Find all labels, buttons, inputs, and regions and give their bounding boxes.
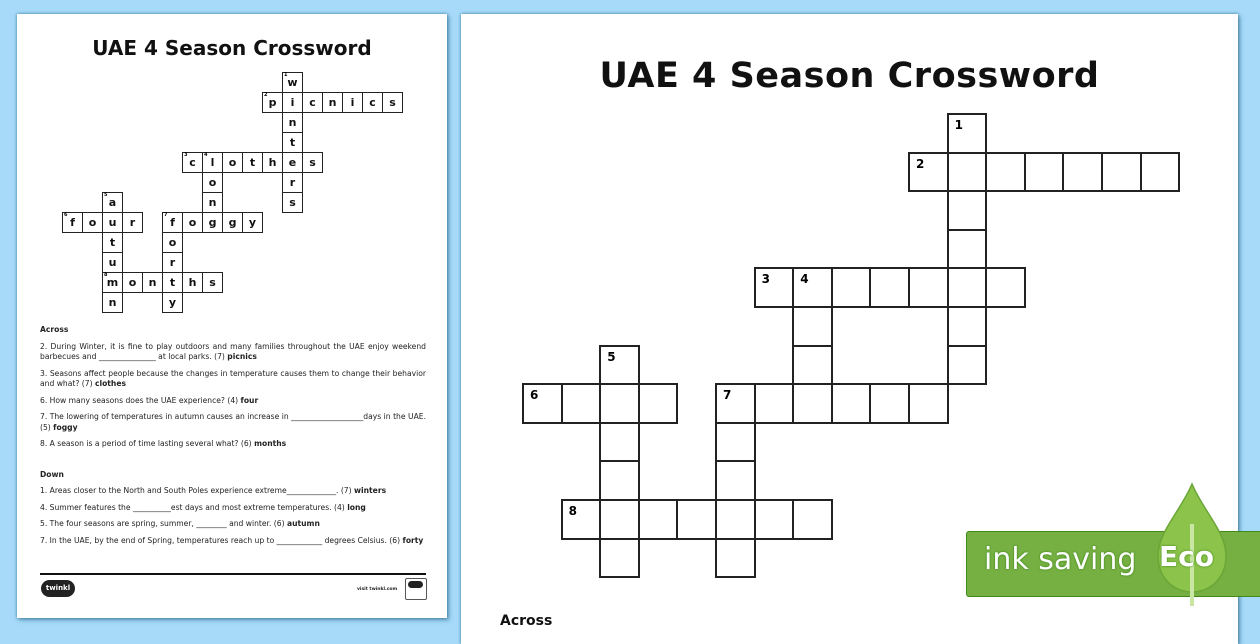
clue-answer: forty	[402, 535, 424, 545]
clue-number: 6	[530, 388, 539, 403]
crossword-cell	[202, 272, 223, 293]
clue-number: 6	[64, 212, 68, 218]
crossword-cell	[122, 272, 143, 293]
clue-answer: winters	[354, 486, 387, 495]
across-heading: Across	[40, 325, 69, 334]
crossword-cell	[262, 92, 283, 113]
crossword-cell[interactable]	[599, 460, 640, 501]
page-title: UAE 4 Season Crossword	[599, 56, 1100, 96]
clue-text: 2. During Winter, it is fine to play outdoors and many families throughout the UAE enjoy weekend barbecues and _______________ at local parks. (7)	[40, 341, 426, 361]
clue-number: 7	[164, 212, 168, 218]
page-title: UAE 4 Season Crossword	[92, 36, 372, 60]
clue	[40, 412, 426, 433]
crossword-cell[interactable]	[715, 499, 756, 540]
crossword-cell[interactable]	[1140, 152, 1181, 193]
crossword-cell[interactable]	[1062, 152, 1103, 193]
cell-letter: a	[108, 196, 117, 209]
crossword-cell[interactable]	[947, 345, 988, 386]
crossword-cell[interactable]	[715, 422, 756, 463]
crossword-cell[interactable]	[599, 383, 640, 424]
cell-letter: s	[389, 96, 396, 109]
cell-letter: o	[228, 156, 237, 169]
clue-number: 7	[723, 388, 732, 403]
cell-letter: r	[169, 256, 176, 269]
clue-number: 1	[284, 72, 288, 78]
cell-letter: t	[169, 276, 176, 289]
cell-letter: r	[289, 176, 296, 189]
cell-letter: t	[109, 236, 116, 249]
clue-text: 6. How many seasons does the UAE experience? (4)	[40, 395, 241, 405]
crossword-cell	[202, 192, 223, 213]
clue-number: 5	[104, 192, 108, 198]
cell-letter: i	[290, 96, 295, 109]
crossword-cell[interactable]	[715, 383, 756, 424]
clue	[40, 396, 426, 407]
crossword-cell	[162, 272, 183, 293]
crossword-cell[interactable]	[561, 499, 602, 540]
crossword-cell[interactable]	[1024, 152, 1065, 193]
crossword-cell[interactable]	[676, 499, 717, 540]
cell-letter: w	[287, 76, 298, 89]
cell-letter: h	[188, 276, 197, 289]
crossword-cell	[142, 272, 163, 293]
cell-letter: g	[208, 216, 217, 229]
crossword-cell[interactable]	[599, 499, 640, 540]
crossword-cell	[322, 92, 343, 113]
crossword-cell[interactable]	[869, 383, 910, 424]
clue-list	[40, 325, 426, 552]
clue	[40, 503, 426, 514]
crossword-cell[interactable]	[869, 267, 910, 308]
crossword-cell[interactable]	[792, 267, 833, 308]
crossword-cell[interactable]	[947, 190, 988, 231]
crossword-cell	[102, 212, 123, 233]
crossword-cell[interactable]	[599, 538, 640, 579]
crossword-cell[interactable]	[1101, 152, 1142, 193]
cell-letter: n	[288, 116, 297, 129]
clue-text: 7. The lowering of temperatures in autumn causes an increase in ___________________days in the UAE. (5)	[40, 412, 426, 432]
clue-number: 4	[204, 152, 208, 158]
clue-number: 8	[104, 272, 108, 278]
crossword-cell[interactable]	[599, 422, 640, 463]
crossword-cell[interactable]	[908, 152, 949, 193]
cell-letter: n	[108, 296, 117, 309]
crossword-cell[interactable]	[831, 267, 872, 308]
crossword-cell	[102, 192, 123, 213]
crossword-cell	[162, 232, 183, 253]
cell-letter: y	[248, 216, 257, 229]
twinkl-logo: twinkl	[41, 580, 75, 597]
cell-letter: f	[70, 216, 75, 229]
clue-answer: long	[347, 502, 366, 512]
cell-letter: t	[289, 136, 296, 149]
crossword-cell	[82, 212, 103, 233]
visit-link[interactable]: visit twinkl.com	[357, 587, 398, 592]
crossword-cell	[282, 112, 303, 133]
crossword-cell[interactable]	[985, 267, 1026, 308]
cell-letter: o	[128, 276, 137, 289]
crossword-cell	[102, 272, 123, 293]
crossword-cell[interactable]	[754, 383, 795, 424]
crossword-cell	[202, 212, 223, 233]
ink-saving-label: ink saving	[984, 542, 1137, 577]
cell-letter: y	[168, 296, 177, 309]
crossword-cell[interactable]	[715, 460, 756, 501]
crossword-cell	[242, 212, 263, 233]
crossword-cell	[282, 132, 303, 153]
clue-text: 3. Seasons affect people because the changes in temperature causes them to change their behavior and what? (7)	[40, 368, 426, 388]
clue-answer: clothes	[94, 379, 127, 388]
crossword-cell	[262, 152, 283, 173]
cell-letter: o	[88, 216, 97, 229]
clue-answer: four	[240, 395, 259, 405]
crossword-cell[interactable]	[908, 383, 949, 424]
cell-letter: n	[328, 96, 337, 109]
cell-letter: s	[309, 156, 316, 169]
clue-text: 7. In the UAE, by the end of Spring, temperatures reach up to ____________ degrees Celsius. (6)	[40, 535, 403, 545]
crossword-cell[interactable]	[792, 306, 833, 347]
clue	[40, 486, 426, 497]
clue-text: 8. A season is a period of time lasting several what? (6)	[40, 439, 255, 448]
clue-number: 4	[800, 272, 809, 287]
crossword-cell	[182, 272, 203, 293]
crossword-cell	[342, 92, 363, 113]
crossword-cell[interactable]	[638, 499, 679, 540]
cell-letter: n	[148, 276, 157, 289]
crossword-cell	[162, 292, 183, 313]
clue-number: 2	[916, 156, 925, 171]
crossword-cell[interactable]	[561, 383, 602, 424]
clue-answer: foggy	[53, 422, 78, 432]
clue-number: 5	[607, 349, 616, 364]
crossword-cell[interactable]	[599, 345, 640, 386]
crossword-cell	[362, 92, 383, 113]
crossword-cell[interactable]	[908, 267, 949, 308]
cell-letter: c	[189, 156, 196, 169]
crossword-cell[interactable]	[947, 152, 988, 193]
crossword-cell[interactable]	[947, 306, 988, 347]
clue-text: 4. Summer features the __________est days and most extreme temperatures. (4)	[40, 502, 348, 512]
crossword-cell[interactable]	[792, 383, 833, 424]
crossword-cell	[182, 152, 203, 173]
clue	[40, 519, 426, 530]
clue-text: 1. Areas closer to the North and South Poles experience extreme_____________. (7)	[40, 486, 355, 495]
answer-sheet-page	[17, 14, 447, 618]
crossword-cell[interactable]	[831, 383, 872, 424]
crossword-cell	[102, 232, 123, 253]
crossword-cell	[282, 192, 303, 213]
across-heading: Across	[500, 613, 553, 629]
cell-letter: n	[208, 196, 217, 209]
crossword-cell	[102, 252, 123, 273]
crossword-cell[interactable]	[947, 229, 988, 270]
crossword-cell[interactable]	[792, 499, 833, 540]
crossword-cell	[62, 212, 83, 233]
eco-label: Eco	[1159, 540, 1214, 573]
cell-letter: f	[170, 216, 175, 229]
cell-letter: e	[288, 156, 297, 169]
cell-letter: g	[228, 216, 237, 229]
cell-letter: p	[268, 96, 277, 109]
quality-badge-icon	[405, 578, 427, 600]
clue	[40, 369, 426, 390]
clue-text: 5. The four seasons are spring, summer, ________ and winter. (6)	[40, 519, 287, 528]
clue-answer: months	[254, 439, 287, 448]
cell-letter: u	[108, 256, 117, 269]
crossword-cell	[182, 212, 203, 233]
crossword-cell	[202, 152, 223, 173]
crossword-cell	[382, 92, 403, 113]
clue-number: 3	[184, 152, 188, 158]
crossword-cell[interactable]	[522, 383, 563, 424]
cell-letter: c	[309, 96, 316, 109]
crossword-cell	[162, 212, 183, 233]
clue-number: 8	[568, 504, 577, 518]
crossword-cell[interactable]	[754, 267, 795, 308]
crossword-cell[interactable]	[985, 152, 1026, 193]
crossword-cell	[302, 152, 323, 173]
clue-number: 3	[761, 272, 770, 287]
cell-letter: u	[108, 216, 117, 229]
crossword-cell[interactable]	[638, 383, 679, 424]
cell-letter: c	[369, 96, 376, 109]
crossword-cell	[162, 252, 183, 273]
footer-divider	[40, 573, 426, 575]
crossword-cell[interactable]	[947, 267, 988, 308]
crossword-cell	[282, 92, 303, 113]
clue	[40, 536, 426, 547]
crossword-cell	[282, 72, 303, 93]
clue	[40, 439, 426, 450]
crossword-cell[interactable]	[947, 113, 988, 154]
cell-letter: m	[106, 276, 119, 289]
crossword-cell	[242, 152, 263, 173]
crossword-cell[interactable]	[754, 499, 795, 540]
clue	[40, 342, 426, 363]
crossword-cell	[282, 152, 303, 173]
cell-letter: l	[210, 156, 215, 169]
cell-letter: o	[208, 176, 217, 189]
clue-answer: picnics	[227, 352, 257, 361]
crossword-cell	[222, 212, 243, 233]
down-heading: Down	[40, 469, 64, 479]
cell-letter: o	[168, 236, 177, 249]
cell-letter: i	[350, 96, 355, 109]
cell-letter: o	[188, 216, 197, 229]
cell-letter: t	[249, 156, 256, 169]
clue-answer: autumn	[286, 519, 320, 528]
cell-letter: s	[209, 276, 216, 289]
crossword-cell[interactable]	[715, 538, 756, 579]
crossword-cell	[102, 292, 123, 313]
cell-letter: r	[129, 216, 136, 229]
crossword-cell	[302, 92, 323, 113]
crossword-cell	[202, 172, 223, 193]
crossword-cell	[222, 152, 243, 173]
clue-number: 2	[264, 92, 268, 98]
clue-number: 1	[954, 118, 963, 132]
crossword-cell[interactable]	[792, 345, 833, 386]
cell-letter: s	[289, 196, 296, 209]
crossword-cell	[122, 212, 143, 233]
cell-letter: h	[268, 156, 277, 169]
crossword-cell	[282, 172, 303, 193]
